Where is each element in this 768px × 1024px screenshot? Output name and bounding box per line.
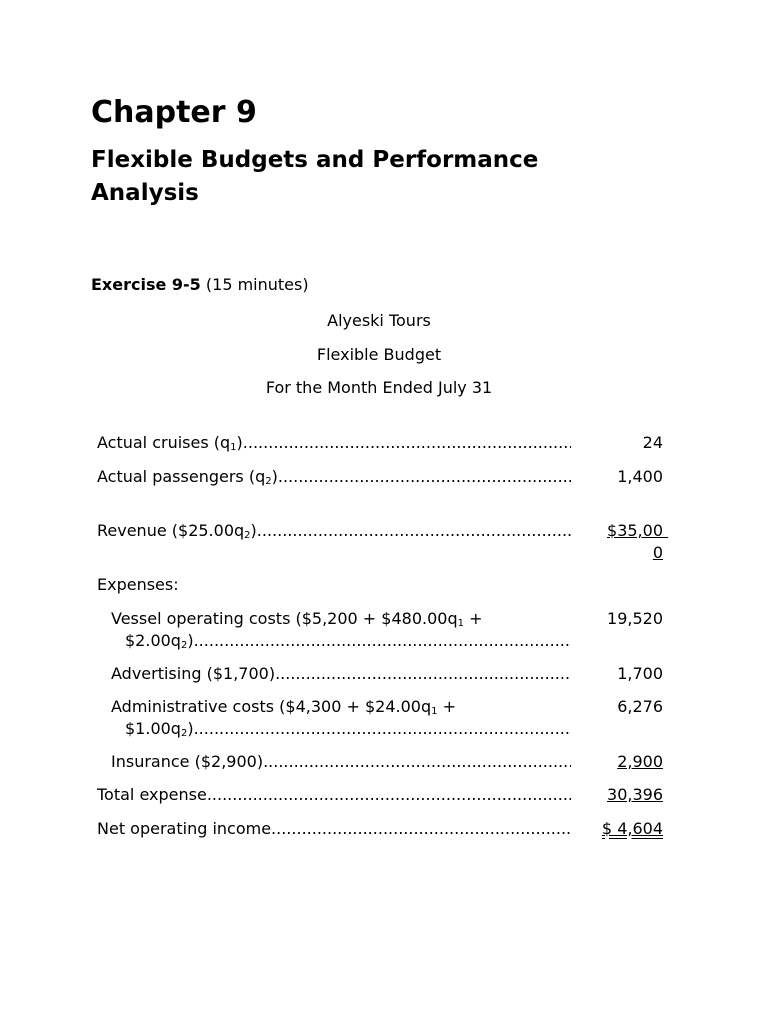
chapter-heading: Chapter 9: [91, 95, 257, 130]
row-value: 6,276: [617, 697, 663, 716]
row-value: 2,900: [617, 752, 663, 771]
row-label: Actual cruises $(q_1)$ .....: [97, 432, 571, 454]
row-label: Net operating income .....: [97, 818, 571, 840]
row-label: Advertising ($1,700) .....: [111, 663, 571, 685]
row-label: Total expense .....: [97, 784, 571, 806]
row-value: 19,520: [607, 609, 663, 628]
row-label: Vessel operating costs ($5,200 + $\$480.00q_1$ + $\$2.00q_2$) .....: [111, 608, 571, 652]
row-label: Revenue $(\$25.00q_2)$ .....: [97, 520, 571, 542]
report-period: For the Month Ended July 31: [265, 378, 493, 397]
report-title: Flexible Budget: [316, 345, 442, 364]
row-value: 24: [642, 433, 663, 452]
row-value: 1,700: [617, 664, 663, 683]
row-label: Administrative costs ($4,300 + $\$24.00q_1$ + $\$1.00q_2$) .....: [111, 696, 571, 740]
row-label: Insurance ($2,900) .....: [111, 751, 571, 773]
exercise-time: (15 minutes): [205, 275, 309, 294]
exercise-label: Exercise 9-5: [91, 275, 201, 294]
row-value: $35,00 0: [607, 521, 669, 562]
exercise-heading: [91, 274, 309, 296]
row-label: Actual passengers $(q_2)$ .....: [97, 466, 571, 488]
row-label: Expenses:: [97, 575, 179, 594]
row-value: 30,396: [607, 785, 663, 804]
chapter-subtitle: Flexible Budgets and Performance Analysis: [91, 147, 539, 206]
report-company: Alyeski Tours: [327, 311, 431, 330]
row-value: 1,400: [617, 467, 663, 486]
row-value: $ 4,604: [601, 819, 663, 838]
